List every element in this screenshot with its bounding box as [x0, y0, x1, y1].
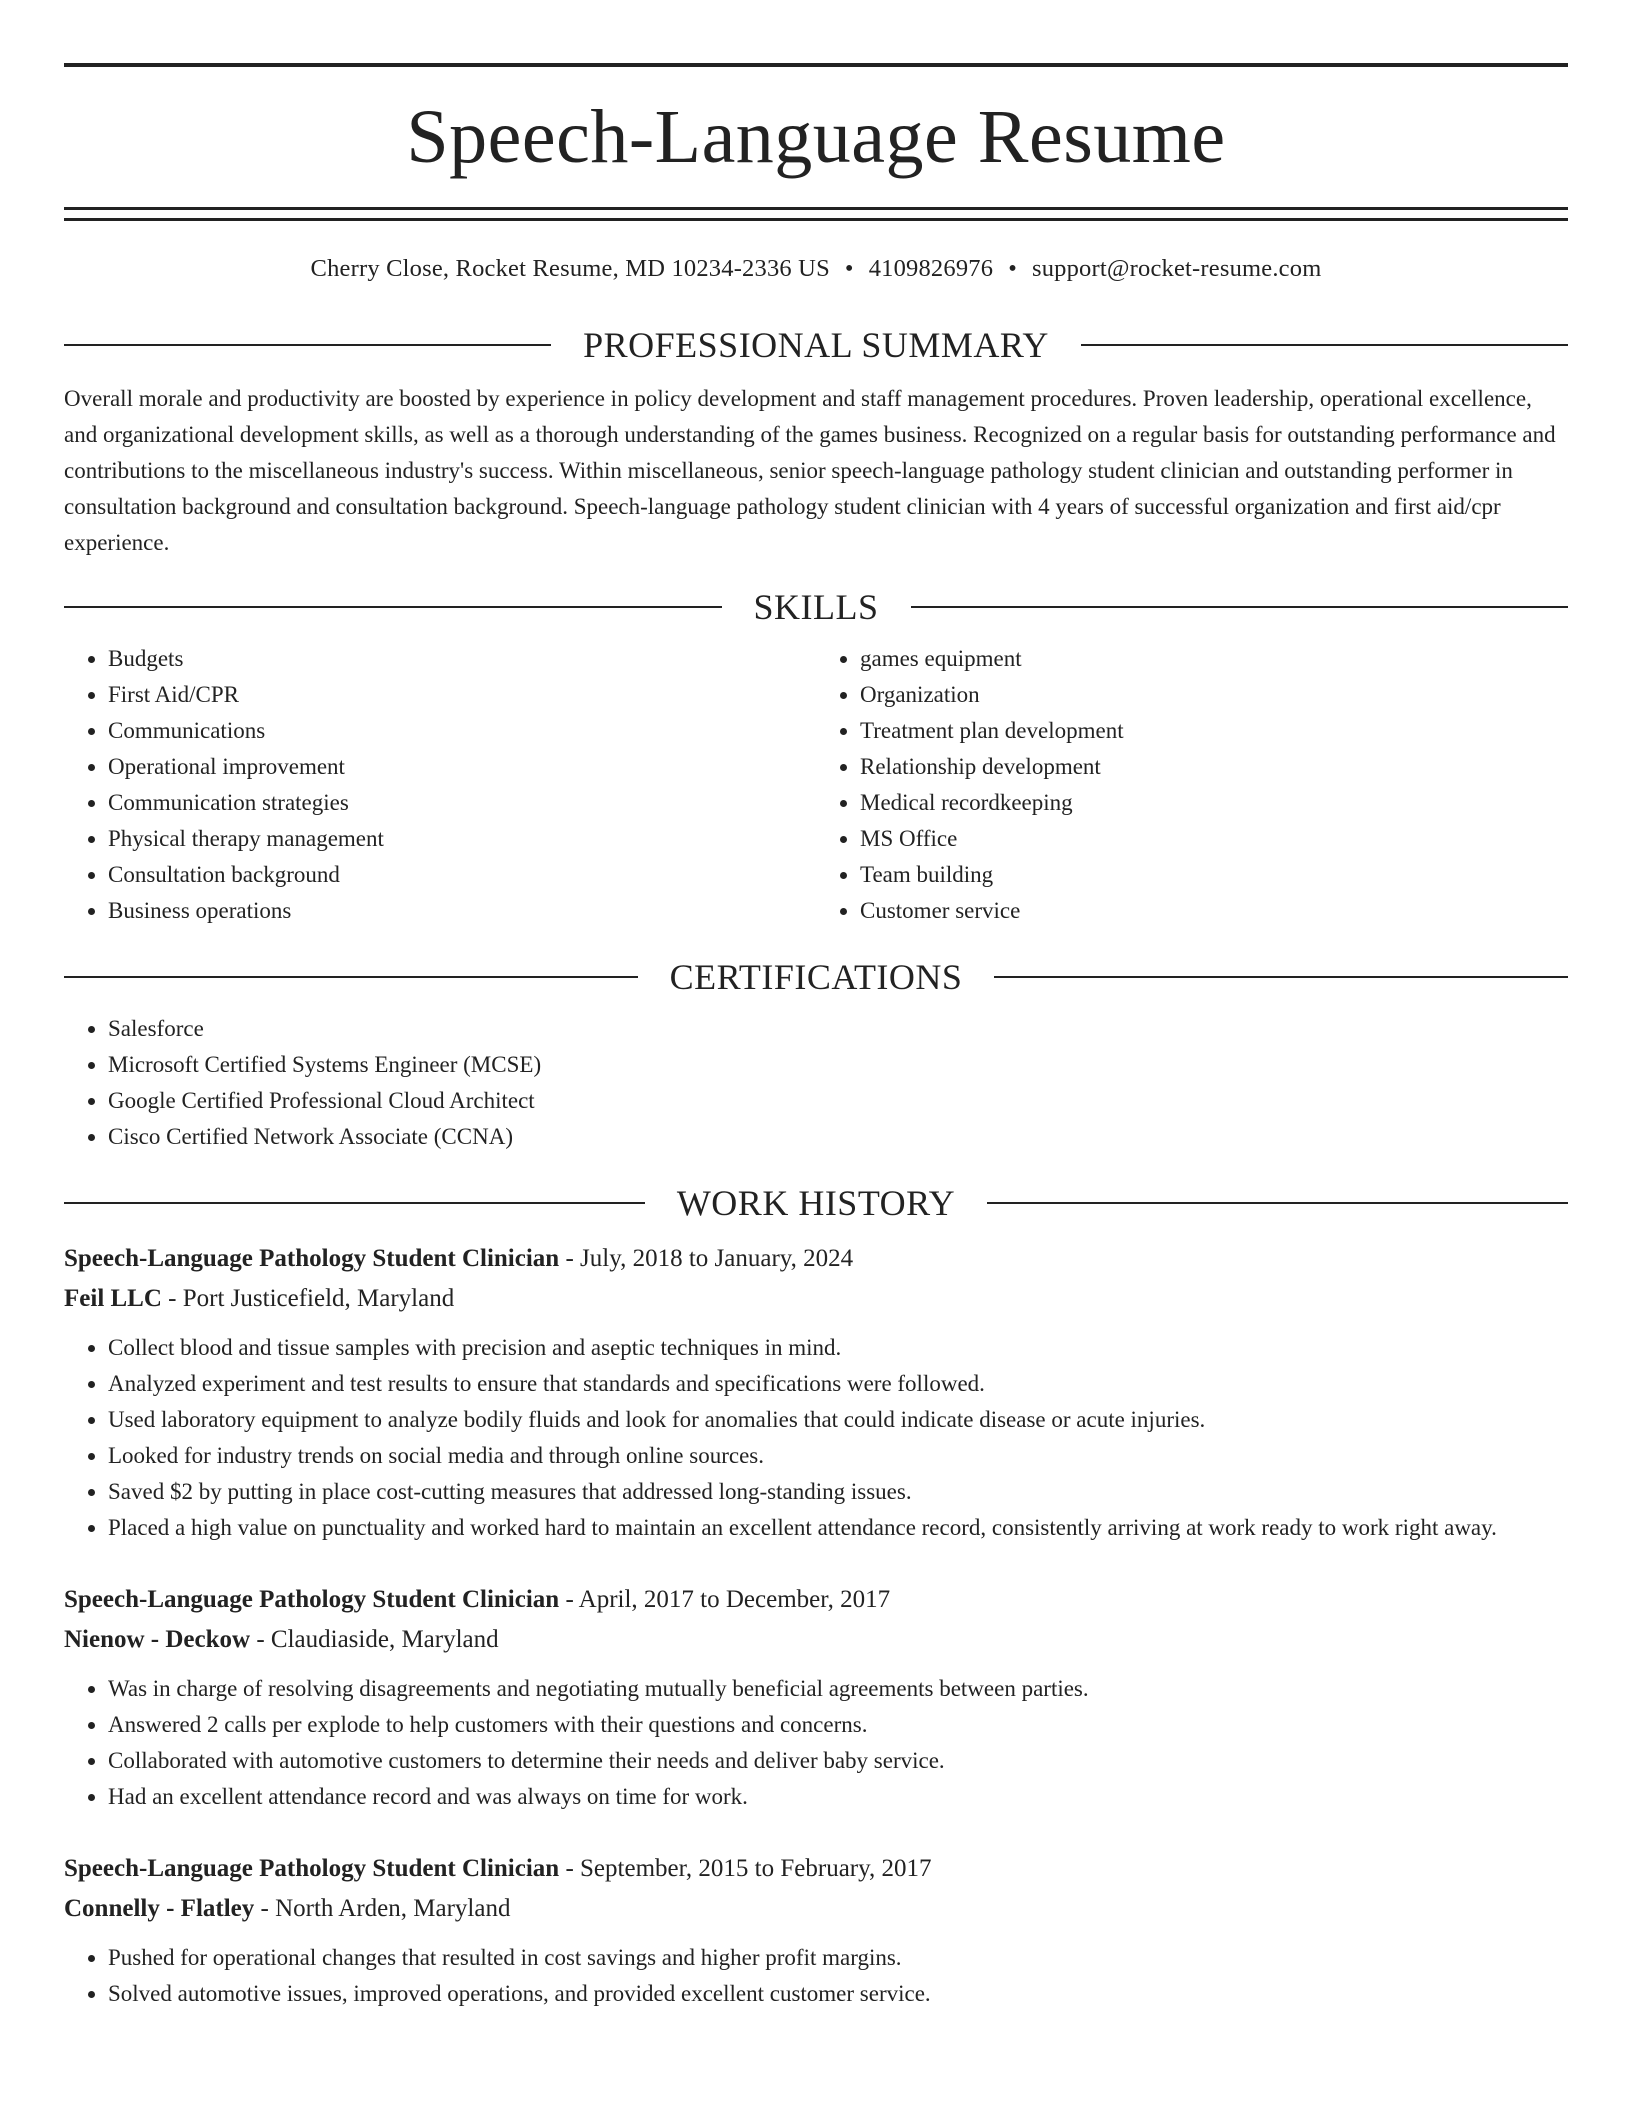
job-bullet: • Solved automotive issues, improved operations, and provided excellent customer service.: [108, 1976, 1568, 2012]
divider: [911, 606, 1569, 608]
job-bullet: • Used laboratory equipment to analyze bodily fluids and look for anomalies that could indicate disease or acute injuries.: [108, 1402, 1568, 1438]
title-double-rule: [64, 207, 1568, 221]
job-company-line: [64, 1279, 1568, 1319]
job-entry: [64, 1849, 1568, 2012]
job-entry: [64, 1580, 1568, 1815]
job-bullet: • Saved $2 by putting in place cost-cutting measures that addressed long-standing issues.: [108, 1474, 1568, 1510]
job-bullets: [64, 1671, 1568, 1815]
job-title: Speech-Language Pathology Student Clinician: [64, 1855, 560, 1882]
skill-item: • Organization: [860, 677, 1568, 713]
divider: [994, 976, 1568, 978]
job-bullet: • Collaborated with automotive customers to determine their needs and deliver baby service.: [108, 1743, 1568, 1779]
job-title-line: [64, 1580, 1568, 1620]
certifications-heading: CERTIFICATIONS: [669, 957, 963, 997]
certification-item: • Cisco Certified Network Associate (CCNA): [108, 1119, 1568, 1155]
job-title-line: [64, 1239, 1568, 1279]
skills-section-header: [64, 585, 1568, 629]
summary-text: Overall morale and productivity are boosted by experience in policy development and staff management procedures. Proven leadership, operational excellence, and organizational development skills, as well as a thorough understanding of the games business. Recognized on a regular basis for outstanding performance and contributions to the miscellaneous industry's success. Within miscellaneous, senior speech-language pathology student clinician and outstanding performer in consultation background and consultation background. Speech-language pathology student clinician with 4 years of successful organization and first aid/cpr experience.: [64, 386, 1556, 555]
contact-address: Cherry Close, Rocket Resume, MD 10234-2336 US: [310, 255, 830, 282]
skill-item: • Communication strategies: [108, 785, 816, 821]
divider: [64, 976, 638, 978]
work-history-heading: WORK HISTORY: [676, 1183, 956, 1223]
contact-separator: •: [844, 255, 854, 282]
job-bullet: • Collect blood and tissue samples with precision and aseptic techniques in mind.: [108, 1330, 1568, 1366]
job-company: Connelly - Flatley: [64, 1895, 255, 1922]
job-dates: - July, 2018 to January, 2024: [565, 1245, 854, 1272]
skills-heading: SKILLS: [753, 587, 879, 627]
contact-line: [64, 253, 1568, 285]
summary-section-header: [64, 323, 1568, 367]
skills-list-left: [64, 641, 816, 929]
job-entry: [64, 1239, 1568, 1546]
job-company: Nienow - Deckow: [64, 1626, 251, 1653]
work-history-section-header: [64, 1181, 1568, 1225]
skill-item: • Medical recordkeeping: [860, 785, 1568, 821]
job-bullet: • Was in charge of resolving disagreements and negotiating mutually beneficial agreements between parties.: [108, 1671, 1568, 1707]
job-dates: - September, 2015 to February, 2017: [565, 1855, 932, 1882]
divider: [64, 344, 551, 346]
skills-column-left: [64, 641, 816, 929]
resume-title: Speech-Language Resume: [406, 95, 1226, 179]
certification-item: • Salesforce: [108, 1011, 1568, 1047]
skill-item: • Consultation background: [108, 857, 816, 893]
skill-item: • MS Office: [860, 821, 1568, 857]
job-location: - North Arden, Maryland: [260, 1895, 511, 1922]
job-bullet: • Had an excellent attendance record and was always on time for work.: [108, 1779, 1568, 1815]
contact-separator: •: [1008, 255, 1017, 282]
job-title: Speech-Language Pathology Student Clinician: [64, 1586, 560, 1613]
job-company: Feil LLC: [64, 1285, 162, 1312]
certification-item: • Google Certified Professional Cloud Architect: [108, 1083, 1568, 1119]
divider: [64, 1202, 645, 1204]
job-company-line: [64, 1620, 1568, 1660]
skill-item: • games equipment: [860, 641, 1568, 677]
skill-item: • Physical therapy management: [108, 821, 816, 857]
skill-item: • Treatment plan development: [860, 713, 1568, 749]
divider: [987, 1202, 1568, 1204]
skill-item: • Communications: [108, 713, 816, 749]
skill-item: • Team building: [860, 857, 1568, 893]
skill-item: • Customer service: [860, 893, 1568, 929]
skills-column-right: [816, 641, 1568, 929]
divider: [1081, 344, 1568, 346]
job-bullet: • Pushed for operational changes that resulted in cost savings and higher profit margins.: [108, 1940, 1568, 1976]
certification-item: • Microsoft Certified Systems Engineer (MCSE): [108, 1047, 1568, 1083]
skill-item: • First Aid/CPR: [108, 677, 816, 713]
certifications-list: [64, 1011, 1568, 1155]
job-company-line: [64, 1889, 1568, 1929]
skill-item: • Operational improvement: [108, 749, 816, 785]
skills-columns: [64, 641, 1568, 929]
job-bullet: • Placed a high value on punctuality and worked hard to maintain an excellent attendance record, consistently arriving at work ready to work right away.: [108, 1510, 1568, 1546]
job-title: Speech-Language Pathology Student Clinician: [64, 1245, 560, 1272]
skills-list-right: [816, 641, 1568, 929]
contact-phone: 4109826976: [868, 255, 994, 282]
job-bullets: [64, 1940, 1568, 2012]
divider: [64, 606, 722, 608]
certifications-block: [64, 1011, 1568, 1155]
job-title-line: [64, 1849, 1568, 1889]
job-bullets: [64, 1330, 1568, 1546]
top-rule: [64, 63, 1568, 67]
skill-item: • Business operations: [108, 893, 816, 929]
summary-heading: PROFESSIONAL SUMMARY: [583, 325, 1049, 365]
skill-item: • Budgets: [108, 641, 816, 677]
job-dates: - April, 2017 to December, 2017: [565, 1586, 891, 1613]
skill-item: • Relationship development: [860, 749, 1568, 785]
job-bullet: • Looked for industry trends on social media and through online sources.: [108, 1438, 1568, 1474]
certifications-section-header: [64, 955, 1568, 999]
job-location: - Claudiaside, Maryland: [256, 1626, 499, 1653]
job-location: - Port Justicefield, Maryland: [168, 1285, 455, 1312]
job-bullet: • Analyzed experiment and test results to ensure that standards and specifications were followed.: [108, 1366, 1568, 1402]
job-bullet: • Answered 2 calls per explode to help customers with their questions and concerns.: [108, 1707, 1568, 1743]
contact-email: support@rocket-resume.com: [1031, 255, 1322, 282]
